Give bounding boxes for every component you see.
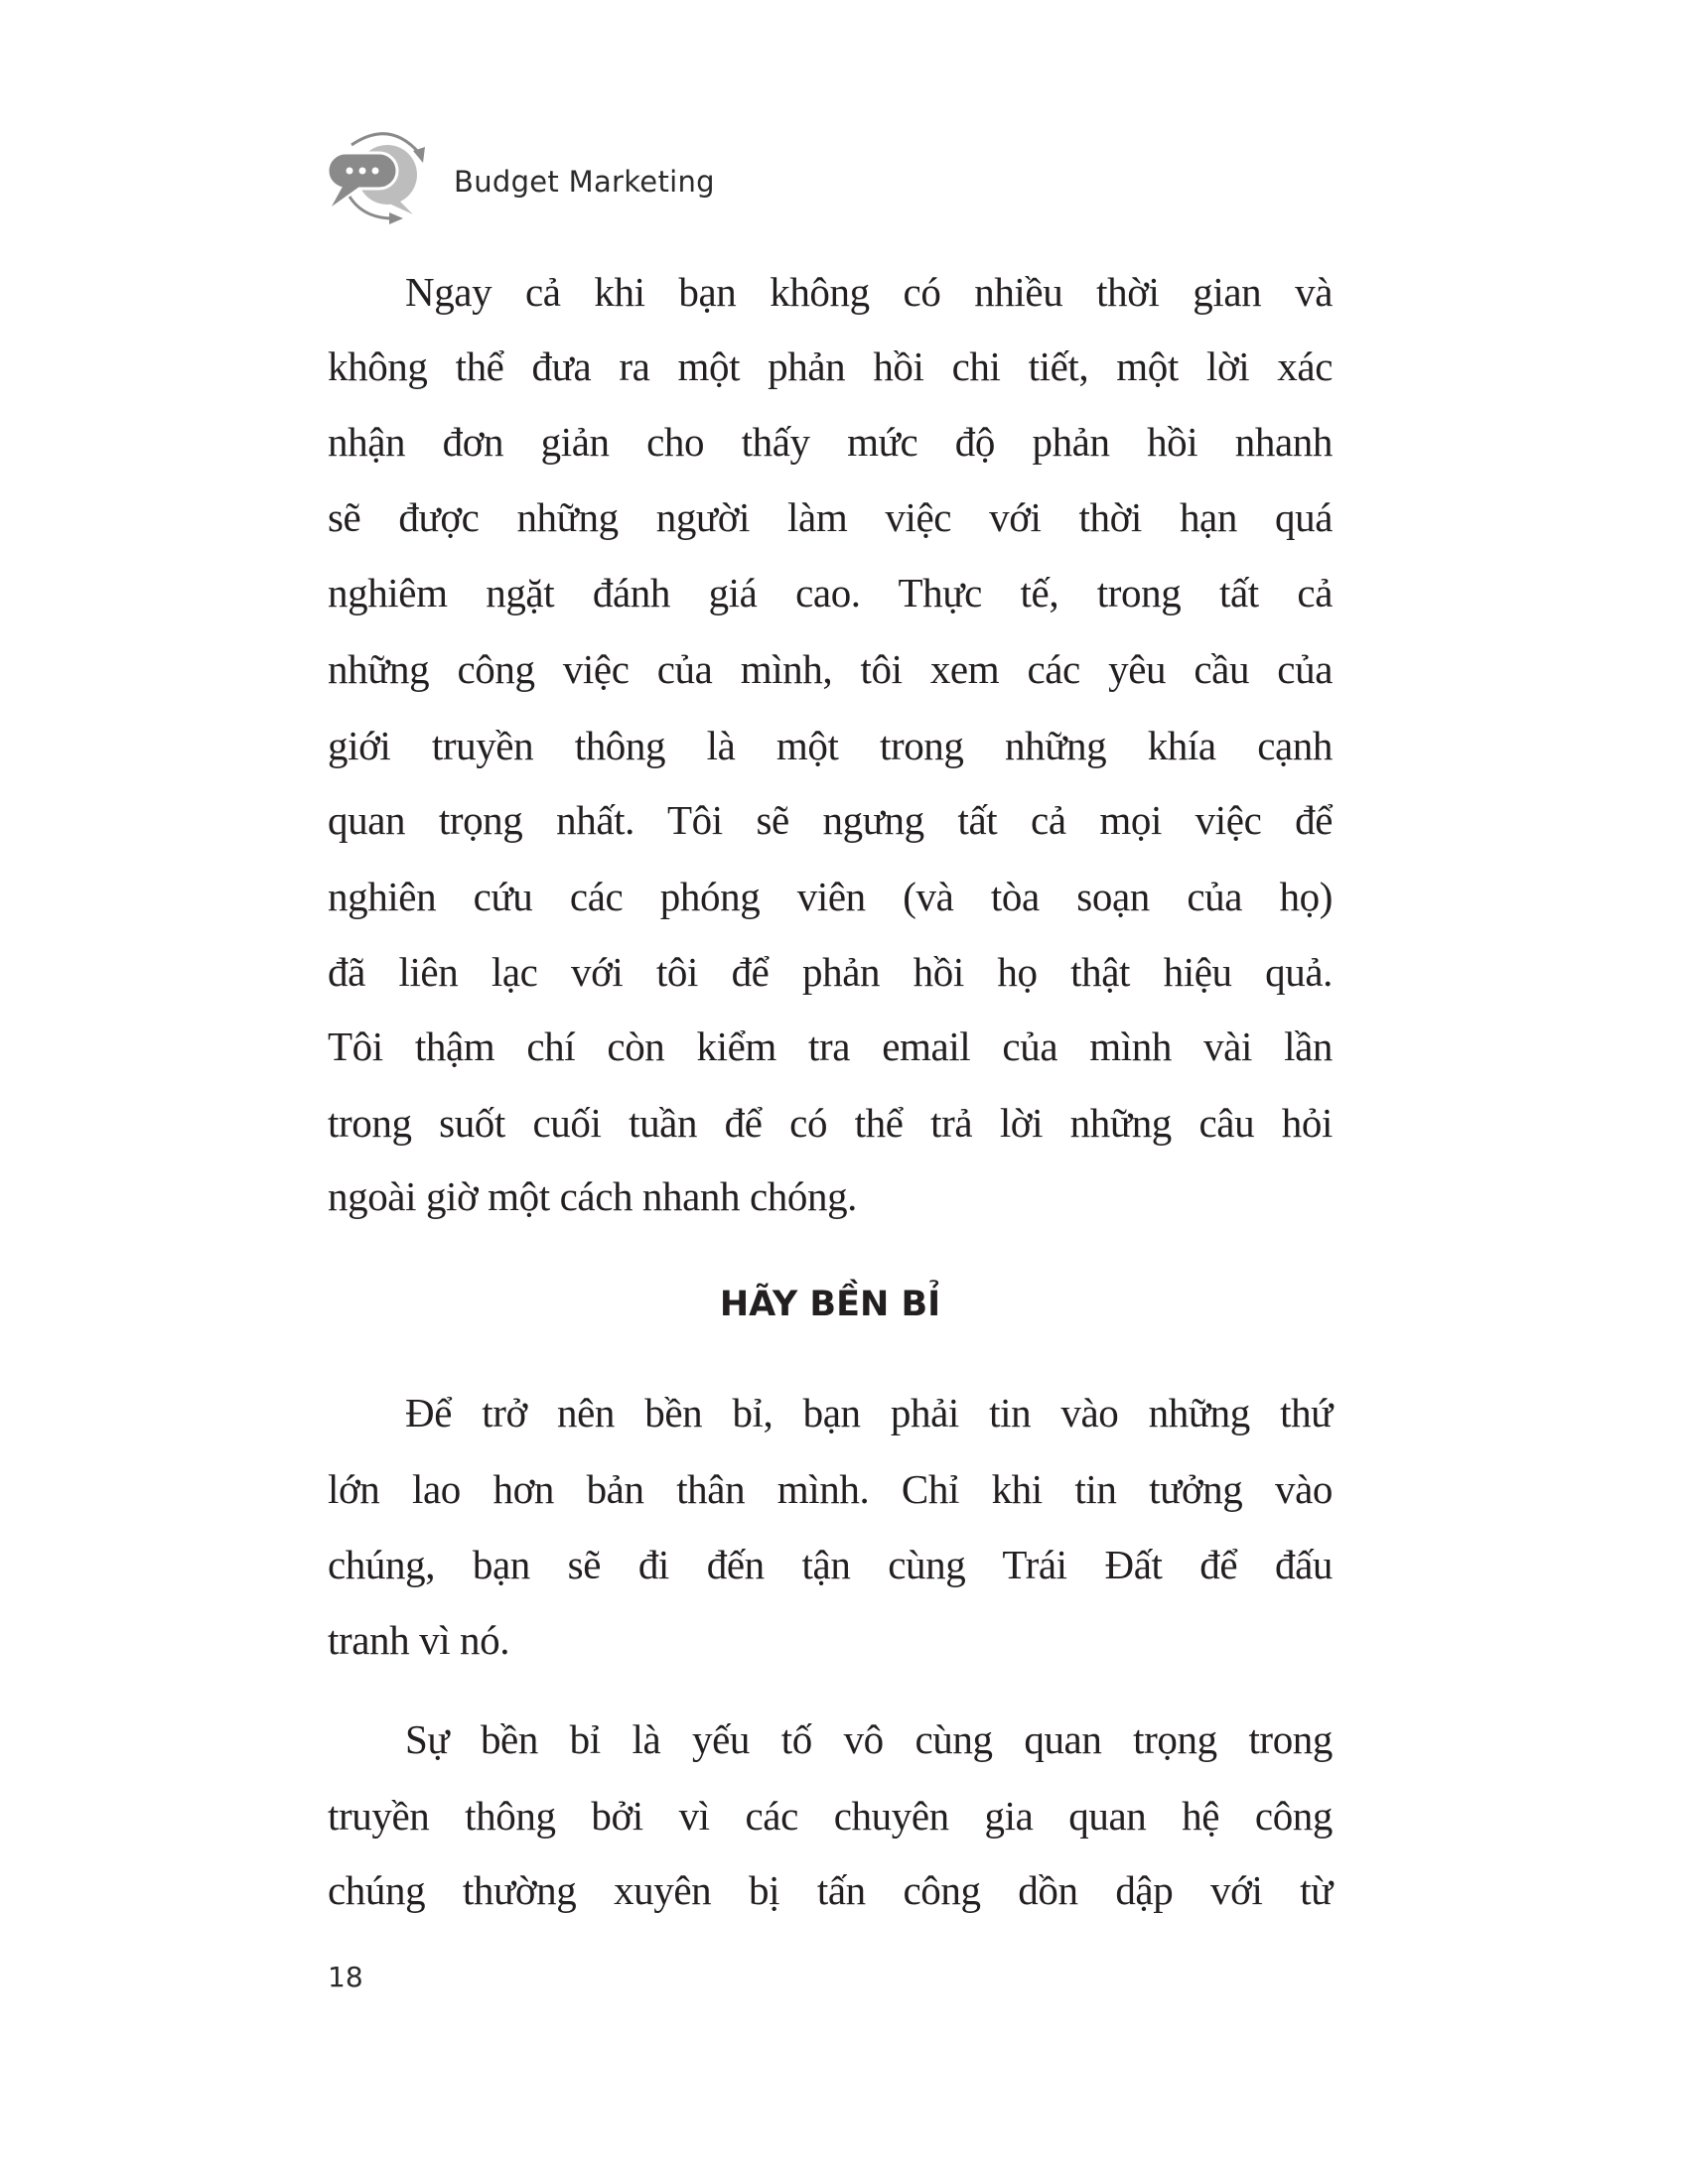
text-line: giới truyền thông là một trong những khía cạnh: [328, 723, 1333, 768]
text-line: Tôi thậm chí còn kiểm tra email của mình vài lần: [328, 1024, 1333, 1069]
text-line: nghiêm ngặt đánh giá cao. Thực tế, trong tất cả: [328, 570, 1333, 615]
text-line: truyền thông bởi vì các chuyên gia quan hệ công: [328, 1793, 1333, 1839]
text-line: Để trở nên bền bỉ, bạn phải tin vào những thứ: [405, 1390, 1333, 1435]
text-line: Sự bền bỉ là yếu tố vô cùng quan trọng trong: [405, 1716, 1333, 1762]
page-number: 18: [328, 1961, 363, 1993]
section-heading: HÃY BỀN BỈ: [719, 1285, 941, 1324]
chat-bubble-arrows-icon: [320, 123, 437, 224]
text-line: lớn lao hơn bản thân mình. Chỉ khi tin tưởng vào: [328, 1466, 1333, 1512]
text-line: chúng, bạn sẽ đi đến tận cùng Trái Đất để đấu: [328, 1542, 1333, 1587]
text-line: Ngay cả khi bạn không có nhiều thời gian và: [405, 269, 1333, 315]
text-line: trong suốt cuối tuần để có thể trả lời những câu hỏi: [328, 1100, 1333, 1146]
text-line: quan trọng nhất. Tôi sẽ ngưng tất cả mọi việc để: [328, 797, 1333, 843]
text-line: những công việc của mình, tôi xem các yêu cầu của: [328, 646, 1333, 692]
running-header-title: Budget Marketing: [454, 165, 715, 199]
text-line: đã liên lạc với tôi để phản hồi họ thật hiệu quả.: [328, 949, 1333, 995]
text-line: sẽ được những người làm việc với thời hạn quá: [328, 494, 1333, 540]
text-line: nhận đơn giản cho thấy mức độ phản hồi nhanh: [328, 419, 1333, 465]
text-line: chúng thường xuyên bị tấn công dồn dập với từ: [328, 1867, 1333, 1913]
text-line: ngoài giờ một cách nhanh chóng.: [328, 1173, 858, 1219]
text-line: nghiên cứu các phóng viên (và tòa soạn của họ): [328, 874, 1333, 919]
text-line: không thể đưa ra một phản hồi chi tiết, một lời xác: [328, 343, 1333, 389]
text-line: tranh vì nó.: [328, 1617, 510, 1663]
